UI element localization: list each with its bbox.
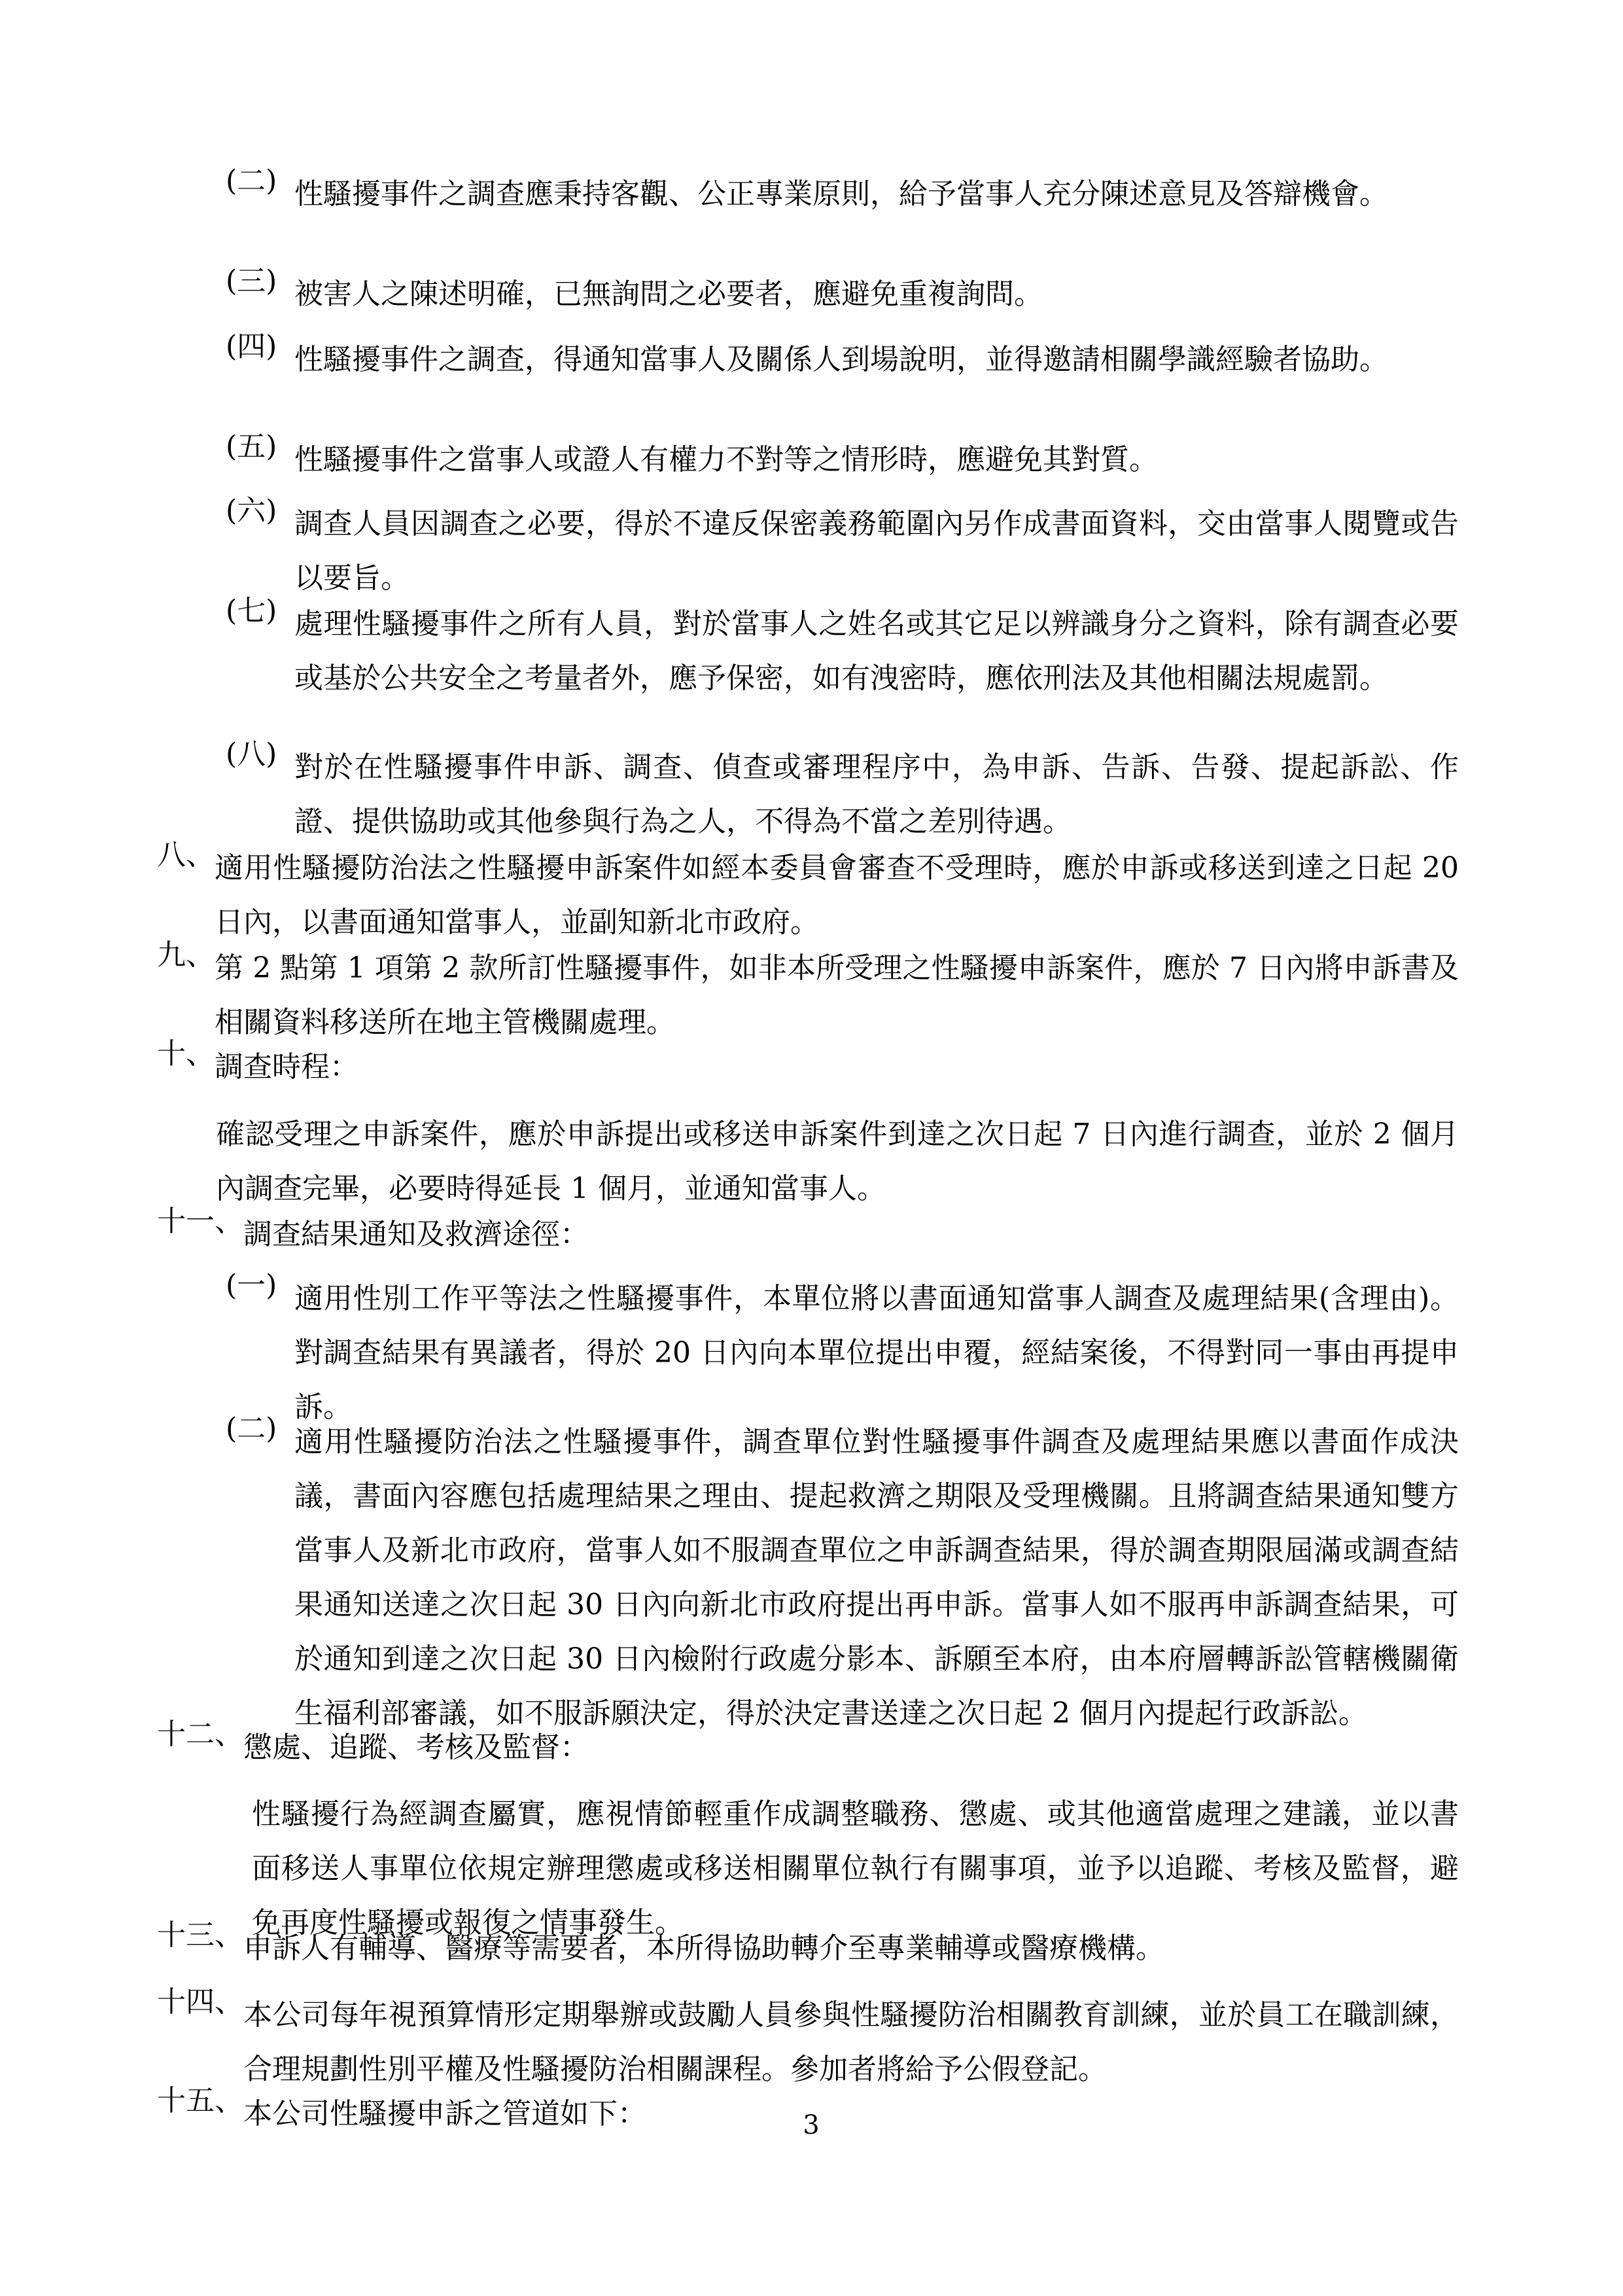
clause-7-3: [226, 264, 1459, 321]
clause-label: (二): [226, 164, 277, 198]
section-label: 十一、: [157, 1205, 243, 1238]
section-text: 適用性騷擾防治法之性騷擾申訴案件如經本委員會審查不受理時，應於申訴或移送到達之日起 20 日內，以書面通知當事人，並副知新北市政府。: [215, 851, 1459, 939]
paragraph-text: 確認受理之申訴案件，應於申訴提出或移送申訴案件到達之次日起 7 日內進行調查，並於 2 個月內調查完畢，必要時得延長 1 個月，並通知當事人。: [216, 1118, 1459, 1205]
section-label: 十二、: [157, 1718, 243, 1751]
clause-label: (八): [226, 737, 277, 771]
section-label: 十、: [157, 1037, 215, 1070]
clause-text: 被害人之陳述明確，已無詢問之必要者，應避免重複詢問。: [294, 277, 1043, 311]
clause-label: (二): [226, 1412, 277, 1445]
clause-text: 調查人員因調查之必要，得於不違反保密義務範圍內另作成書面資料，交由當事人閱覽或告以要旨。: [294, 507, 1459, 595]
section-label: 十四、: [157, 1985, 243, 2019]
clause-7-8: [226, 737, 1459, 849]
section-10-body: [216, 1107, 1459, 1216]
section-11: [157, 1207, 1459, 1262]
clause-7-5: [226, 430, 1459, 487]
clause-label: (六): [226, 494, 277, 527]
section-text: 第 2 點第 1 項第 2 款所訂性騷擾事件，如非本所受理之性騷擾申訴案件，應於 7 日內將申訴書及相關資料移送所在地主管機關處理。: [215, 951, 1459, 1039]
section-text: 調查結果通知及救濟途徑：: [243, 1218, 589, 1251]
section-text: 本公司性騷擾申訴之管道如下：: [243, 2097, 646, 2130]
clause-text: 適用性騷擾防治法之性騷擾事件，調查單位對性騷擾事件調查及處理結果應以書面作成決議，書面內容應包括處理結果之理由、提起救濟之期限及受理機關。且將調查結果通知雙方當事人及新北市政府，當事人如不服調查單位之申訴調查結果，得於調查期限屆滿或調查結果通知送達之次日起 30 日內向新北市政府提出再申訴。當事人如不服再申訴調查結果，可於通知到達之次日起 30 日內檢附行政處分影本、訴願至本府，由本府層轉訴訟管轄機關衛生福利部審議，如不服訴願決定，得於決定書送達之次日起 2 個月內提起行政訴訟。: [294, 1425, 1459, 1730]
section-label: 十三、: [157, 1918, 243, 1952]
clause-label: (四): [226, 330, 277, 363]
paragraph-text: 性騷擾行為經調查屬實，應視情節輕重作成調整職務、懲處、或其他適當處理之建議，並以書面移送人事單位依規定辦理懲處或移送相關單位執行有關事項，並予以追蹤、考核及監督，避免再度性騷擾或報復之情事發生。: [252, 1797, 1459, 1939]
clause-label: (七): [226, 594, 277, 627]
section-text: 調查時程：: [215, 1050, 358, 1084]
clause-7-4: [226, 332, 1459, 387]
section-label: 十五、: [157, 2084, 243, 2117]
section-text: 申訴人有輔導、醫療等需要者，本所得協助轉介至專業輔導或醫療機構。: [243, 1932, 1164, 1965]
clause-text: 性騷擾事件之調查應秉持客觀、公正專業原則，給予當事人充分陳述意見及答辯機會。: [294, 177, 1388, 211]
section-label: 九、: [157, 938, 215, 972]
clause-11-2: [226, 1412, 1459, 1740]
clause-7-2: [226, 164, 1459, 221]
clause-11-1: [226, 1271, 1459, 1434]
section-8: [157, 838, 1459, 949]
page-number: 3: [803, 2110, 820, 2140]
clause-label: (三): [226, 264, 277, 298]
section-9: [157, 938, 1459, 1050]
clause-label: (五): [226, 430, 277, 463]
section-10: [157, 1037, 1459, 1094]
section-14: [157, 1985, 1459, 2096]
clause-text: 適用性別工作平等法之性騷擾事件，本單位將以書面通知當事人調查及處理結果(含理由)。對調查結果有異議者，得於 20 日內向本單位提出申覆，經結案後，不得對同一事由再提申訴。: [294, 1282, 1459, 1424]
section-12: [157, 1720, 1459, 1775]
section-text: 懲處、追蹤、考核及監督：: [243, 1731, 589, 1764]
clause-label: (一): [226, 1269, 277, 1302]
clause-text: 性騷擾事件之當事人或證人有權力不對等之情形時，應避免其對質。: [294, 443, 1158, 476]
clause-text: 處理性騷擾事件之所有人員，對於當事人之姓名或其它足以辨識身分之資料，除有調查必要或基於公共安全之考量者外，應予保密，如有洩密時，應依刑法及其他相關法規處罰。: [294, 607, 1459, 695]
clause-text: 性騷擾事件之調查，得通知當事人及關係人到場說明，並得邀請相關學識經驗者協助。: [294, 343, 1388, 376]
clause-7-6: [226, 494, 1459, 605]
section-label: 八、: [157, 838, 215, 872]
section-text: 本公司每年視預算情形定期舉辦或鼓勵人員參與性騷擾防治相關教育訓練，並於員工在職訓練，合理規劃性別平權及性騷擾防治相關課程。參加者將給予公假登記。: [243, 1998, 1459, 2086]
section-13: [157, 1918, 1459, 1975]
clause-7-7: [226, 594, 1459, 705]
clause-text: 對於在性騷擾事件申訴、調查、偵查或審理程序中，為申訴、告訴、告發、提起訴訟、作證、提供協助或其他參與行為之人，不得為不當之差別待遇。: [294, 751, 1459, 838]
